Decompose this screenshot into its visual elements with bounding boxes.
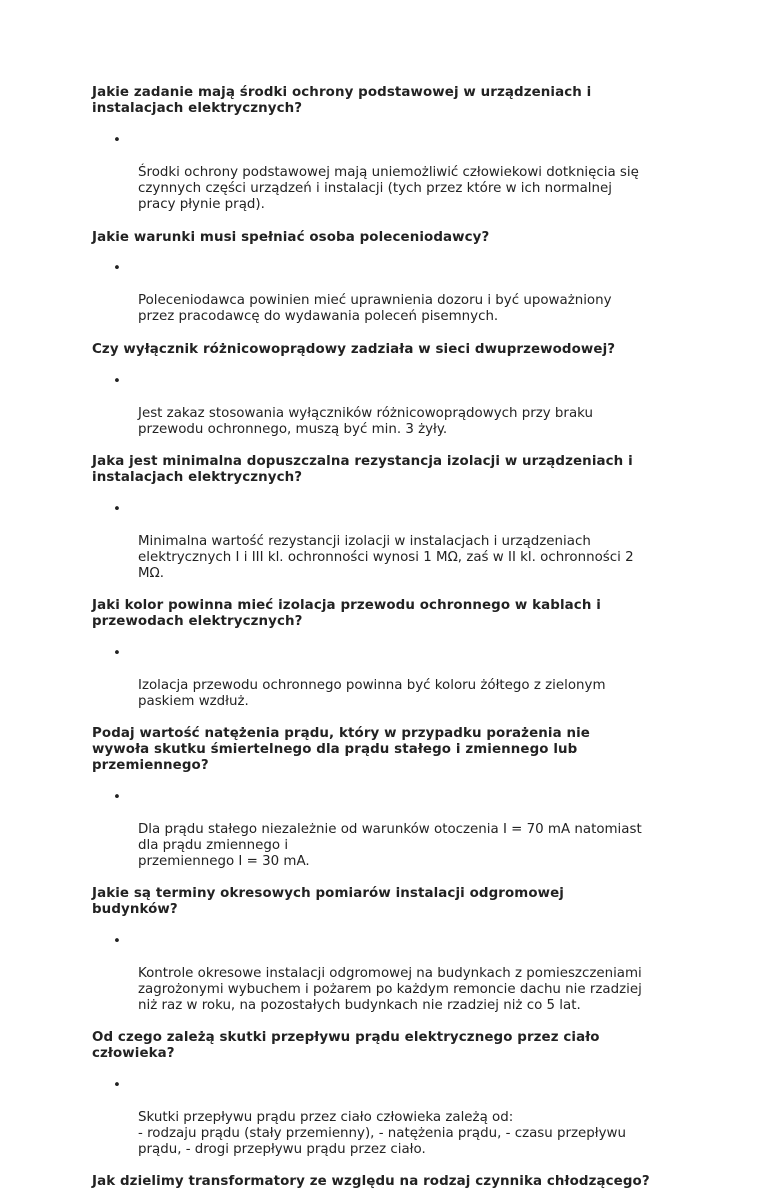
bullet-icon: • [113, 133, 121, 148]
answer-item [92, 133, 692, 213]
question-heading: Jak dzielimy transformatory ze względu na rodzaj czynnika chłodzącego? [92, 1174, 650, 1189]
answer-item [92, 790, 692, 870]
answer-item [92, 374, 692, 438]
qa-item-2 [92, 230, 692, 325]
answer-text: Minimalna wartość rezystancji izolacji w instalacjach i urządzeniach elektrycznych I i III kl. ochronności wynosi 1 MΩ, zaś w II kl. ochronności 2 MΩ. [138, 534, 634, 581]
answer-item [92, 502, 692, 582]
answer-text: Skutki przepływu prądu przez ciało człowieka zależą od: - rodzaju prądu (stały przemienny), - natężenia prądu, - czasu przepływu prądu, - drogi przepływu prądu przez ciało. [138, 1110, 626, 1157]
bullet-icon: • [113, 790, 121, 805]
question-heading: Jaki kolor powinna mieć izolacja przewodu ochronnego w kablach i przewodach elektrycznych? [92, 598, 601, 629]
answer-list [92, 646, 692, 710]
answer-item [92, 1078, 692, 1158]
question-heading: Jakie zadanie mają środki ochrony podstawowej w urządzeniach i instalacjach elektrycznych? [92, 85, 592, 116]
answer-text: Kontrole okresowe instalacji odgromowej na budynkach z pomieszczeniami zagrożonymi wybuchem i pożarem po każdym remoncie dachu nie rzadziej niż raz w roku, na pozostałych budynkach nie rzadziej niż co 5 lat. [138, 966, 642, 1013]
answer-text: Poleceniodawca powinien mieć uprawnienia dozoru i być upoważniony przez pracodawcę do wydawania poleceń pisemnych. [138, 293, 612, 324]
answer-list [92, 502, 692, 582]
question-heading: Jakie są terminy okresowych pomiarów instalacji odgromowej budynków? [92, 886, 564, 917]
answer-text: Jest zakaz stosowania wyłączników różnicowoprądowych przy braku przewodu ochronnego, muszą być min. 3 żyły. [138, 406, 593, 437]
answer-list [92, 374, 692, 438]
bullet-icon: • [113, 1078, 121, 1093]
question-heading: Podaj wartość natężenia prądu, który w przypadku porażenia nie wywoła skutku śmiertelnego dla prądu stałego i zmiennego lub przemiennego? [92, 726, 590, 773]
qa-item-8 [92, 1030, 692, 1158]
bullet-icon: • [113, 934, 121, 949]
qa-item-7 [92, 886, 692, 1014]
answer-list [92, 261, 692, 325]
answer-text: Dla prądu stałego niezależnie od warunków otoczenia I = 70 mA natomiast dla prądu zmiennego i przemiennego I = 30 mA. [138, 822, 642, 869]
qa-item-5 [92, 598, 692, 710]
question-heading: Jaka jest minimalna dopuszczalna rezystancja izolacji w urządzeniach i instalacjach elektrycznych? [92, 454, 633, 485]
bullet-icon: • [113, 502, 121, 517]
qa-item-4 [92, 454, 692, 582]
bullet-icon: • [113, 374, 121, 389]
qa-item-6 [92, 726, 692, 870]
answer-list [92, 1078, 692, 1158]
qa-item-3 [92, 342, 692, 438]
answer-item [92, 261, 692, 325]
answer-item [92, 934, 692, 1014]
answer-list [92, 790, 692, 870]
bullet-icon: • [113, 261, 121, 276]
answer-item [92, 646, 692, 710]
answer-list [92, 934, 692, 1014]
qa-item-1 [92, 85, 692, 213]
question-heading: Od czego zależą skutki przepływu prądu elektrycznego przez ciało człowieka? [92, 1030, 600, 1061]
question-heading: Jakie warunki musi spełniać osoba poleceniodawcy? [92, 230, 490, 245]
answer-list [92, 133, 692, 213]
question-heading: Czy wyłącznik różnicowoprądowy zadziała w sieci dwuprzewodowej? [92, 342, 616, 357]
qa-item-9 [92, 1174, 692, 1190]
answer-text: Izolacja przewodu ochronnego powinna być koloru żółtego z zielonym paskiem wzdłuż. [138, 678, 606, 709]
answer-text: Środki ochrony podstawowej mają uniemożliwić człowiekowi dotknięcia się czynnych części urządzeń i instalacji (tych przez które w ich normalnej pracy płynie prąd). [138, 165, 639, 212]
bullet-icon: • [113, 646, 121, 661]
